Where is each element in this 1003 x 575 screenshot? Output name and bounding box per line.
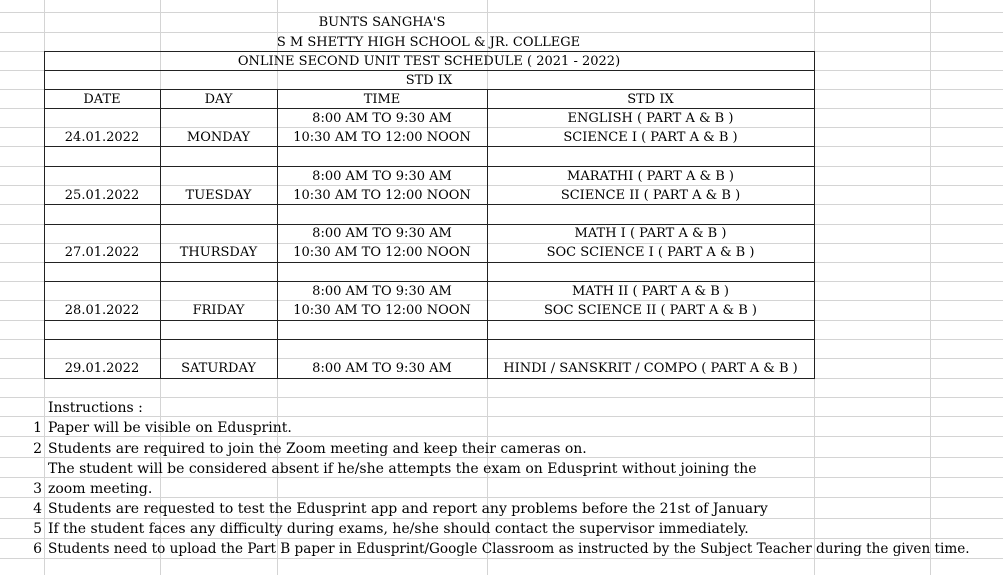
schedule-subject-2: SOC SCIENCE II ( PART A & B ) [544, 303, 757, 318]
schedule-time-1: 8:00 AM TO 9:30 AM [312, 111, 452, 126]
instructions-title: Instructions : [48, 400, 143, 416]
schedule-time-1: 8:00 AM TO 9:30 AM [312, 284, 452, 299]
col-header-day: DAY [204, 92, 233, 107]
schedule-time-2: 10:30 AM TO 12:00 NOON [293, 130, 471, 145]
schedule-day: SATURDAY [181, 361, 256, 376]
instruction-text: Students are requested to test the Edusprint app and report any problems before the 21st of January [48, 501, 768, 517]
instruction-number: 4 [33, 501, 42, 517]
schedule-time-1: 8:00 AM TO 9:30 AM [312, 169, 452, 184]
schedule-day: MONDAY [186, 130, 251, 145]
schedule-date: 28.01.2022 [64, 303, 140, 318]
table-border [44, 378, 815, 379]
schedule-time-1: 8:00 AM TO 9:30 AM [312, 226, 452, 241]
schedule-subject-1: HINDI / SANSKRIT / COMPO ( PART A & B ) [503, 361, 798, 376]
col-header-date: DATE [83, 92, 121, 107]
instruction-number: 5 [33, 521, 42, 537]
schedule-day: THURSDAY [179, 245, 258, 260]
instruction-number: 3 [33, 481, 42, 497]
instruction-text: Students are required to join the Zoom meeting and keep their cameras on. [48, 441, 587, 457]
table-border [44, 70, 815, 71]
col-header-subject: STD IX [627, 92, 674, 107]
schedule-subject-2: SCIENCE I ( PART A & B ) [563, 130, 738, 145]
instruction-text: The student will be considered absent if he/she attempts the exam on Edusprint without joining the [48, 461, 757, 477]
schedule-day: FRIDAY [192, 303, 245, 318]
instruction-text: If the student faces any difficulty during exams, he/she should contact the supervisor immediately. [48, 521, 749, 537]
instruction-number: 2 [33, 441, 42, 457]
instruction-number: 1 [33, 420, 42, 436]
schedule-subject-1: MATH I ( PART A & B ) [574, 226, 727, 241]
instruction-text: Paper will be visible on Edusprint. [48, 420, 292, 436]
table-border [44, 51, 815, 52]
test-title: ONLINE SECOND UNIT TEST SCHEDULE ( 2021 - 2022) [237, 54, 621, 69]
schedule-subject-2: SCIENCE II ( PART A & B ) [560, 188, 741, 203]
schedule-time-2: 10:30 AM TO 12:00 NOON [293, 303, 471, 318]
schedule-time-1: 8:00 AM TO 9:30 AM [312, 361, 452, 376]
schedule-subject-1: MARATHI ( PART A & B ) [567, 169, 734, 184]
schedule-date: 29.01.2022 [64, 361, 140, 376]
schedule-subject-2: SOC SCIENCE I ( PART A & B ) [546, 245, 755, 260]
schedule-subject-1: ENGLISH ( PART A & B ) [567, 111, 734, 126]
schedule-subject-1: MATH II ( PART A & B ) [571, 284, 730, 299]
instruction-text: zoom meeting. [48, 481, 153, 497]
schedule-time-2: 10:30 AM TO 12:00 NOON [293, 245, 471, 260]
schedule-date: 25.01.2022 [64, 188, 140, 203]
table-border [814, 51, 815, 379]
school-name: S M SHETTY HIGH SCHOOL & JR. COLLEGE [276, 35, 581, 50]
schedule-date: 24.01.2022 [64, 130, 140, 145]
org-name: BUNTS SANGHA'S [318, 15, 446, 30]
std-label: STD IX [405, 73, 453, 88]
schedule-day: TUESDAY [185, 188, 252, 203]
schedule-date: 27.01.2022 [64, 245, 140, 260]
instruction-number: 6 [33, 541, 42, 557]
col-header-time: TIME [363, 92, 401, 107]
schedule-time-2: 10:30 AM TO 12:00 NOON [293, 188, 471, 203]
instruction-text: Students need to upload the Part B paper in Edusprint/Google Classroom as instructed by the Subject Teacher during the given time. [48, 541, 970, 557]
